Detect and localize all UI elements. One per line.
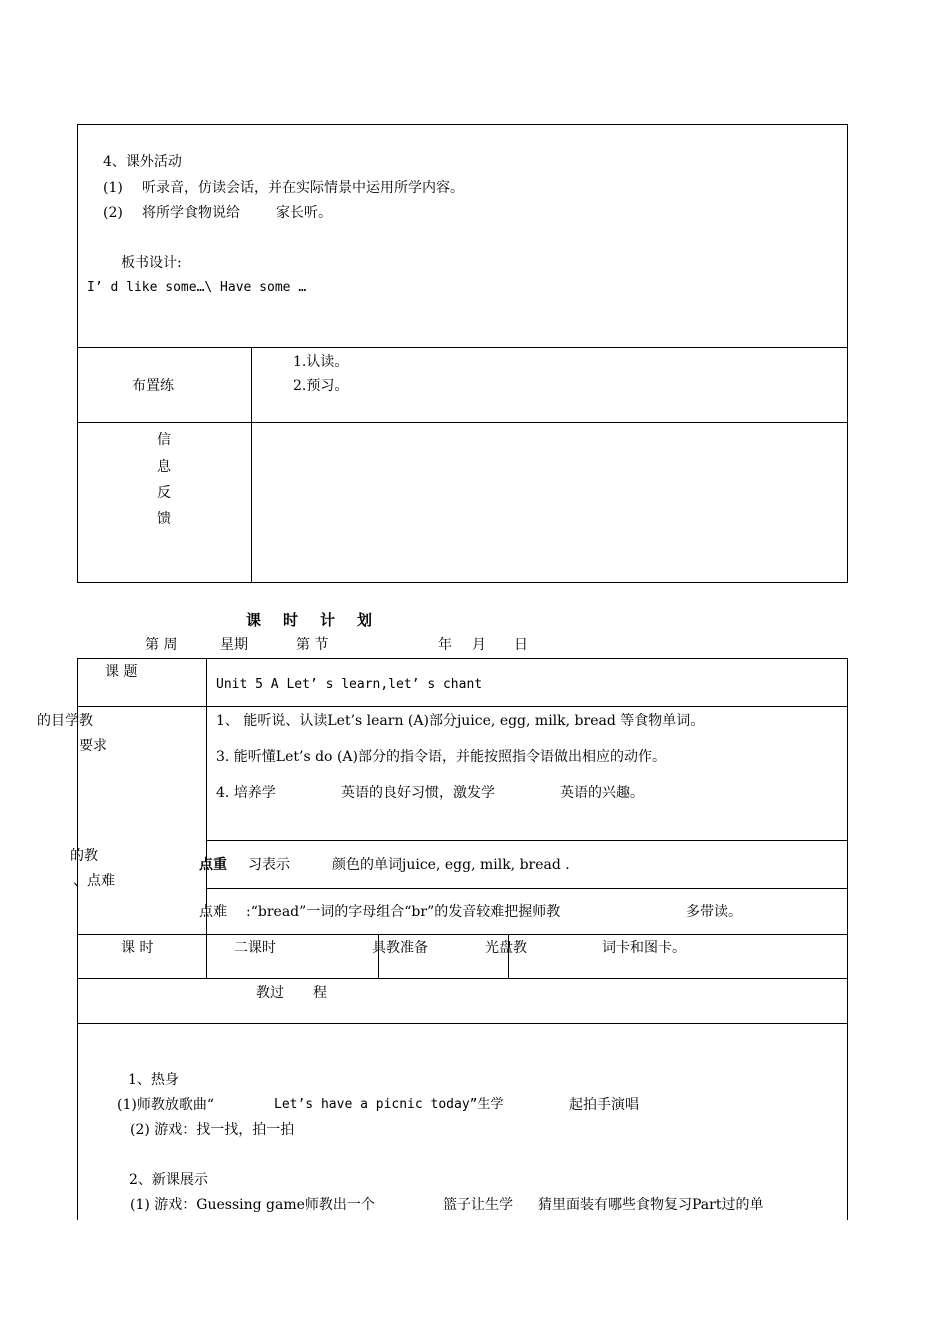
new-lesson-item: 猜里面装有哪些食物复习Part过的单 [538,1197,764,1213]
feedback-label-char: 息 [157,459,171,475]
difficulty-label: 、点难 [73,873,115,889]
goal-item: 1、 能听说、认读Let’s learn (A)部分juice, egg, milk, bread 等食物单词。 [216,713,705,729]
key-point-text: 颜色的单词juice, egg, milk, bread . [332,857,570,873]
divider [77,347,848,348]
activities-heading: 4、课外活动 [103,154,182,170]
activity-item-num: (1) [103,180,123,196]
divider [77,658,848,659]
difficulty-label: 的教 [70,848,98,864]
warmup-item: Let’s have a picnic today”生学 [274,1097,504,1112]
feedback-label-char: 馈 [157,511,171,527]
year-field: 年 [438,637,452,653]
difficult-point-text: 多带读。 [686,904,742,920]
board-heading: 板书设计: [121,255,182,271]
board-text: I’ d like some…\ Have some … [87,280,307,295]
divider [77,978,848,979]
activity-item-text: 将所学食物说给 [142,205,240,221]
goal-label: 要求 [79,738,107,754]
divider [77,422,848,423]
tools-value: 光盘教 [485,940,527,956]
divider [251,347,252,583]
new-lesson-heading: 2、新课展示 [129,1172,208,1188]
homework-item: 1.认读。 [293,354,349,370]
hours-label: 课 时 [121,940,154,956]
week-field: 第 周 [145,637,178,653]
activity-item-text: 家长听。 [276,205,332,221]
difficult-point-text: :“bread”一词的字母组合“br”的发音较难把握师教 [246,904,561,920]
activity-item-text: 听录音，仿读会话，并在实际情景中运用所学内容。 [142,180,464,196]
divider [206,888,848,889]
divider [77,658,78,1220]
divider [77,706,848,707]
feedback-label-char: 信 [157,432,171,448]
new-lesson-item: (1) 游戏：Guessing game师教出一个 [130,1197,375,1213]
divider [206,658,207,978]
activity-item-num: (2) [103,205,123,221]
goal-label: 的目学教 [37,713,93,729]
plan-title: 课时计划 [246,611,395,629]
month-field: 月 [472,637,486,653]
tools-label: 具教准备 [372,940,428,956]
difficult-point-label: 点难 [199,904,227,920]
weekday-field: 星期 [220,637,248,653]
warmup-item: (2) 游戏：找一找，拍一拍 [130,1122,295,1138]
topic-label: 课 题 [105,664,138,680]
process-label: 教过 [256,985,284,1001]
key-point-label: 点重 [199,857,227,873]
day-field: 日 [514,637,528,653]
new-lesson-item: 篮子让生学 [443,1197,513,1213]
homework-label: 布置练 [132,378,174,394]
tools-value: 词卡和图卡。 [602,940,686,956]
homework-item: 2.预习。 [293,378,349,394]
key-point-text: 习表示 [248,857,290,873]
feedback-label-char: 反 [157,485,171,501]
hours-value: 二课时 [234,940,276,956]
period-field: 第 节 [296,637,329,653]
goal-item: 4. 培养学 [216,785,276,801]
warmup-heading: 1、热身 [128,1072,179,1088]
goal-item: 英语的良好习惯，激发学 [341,785,495,801]
divider [77,934,848,935]
goal-item: 3. 能听懂Let’s do (A)部分的指令语，并能按照指令语做出相应的动作。 [216,749,666,765]
divider [847,658,848,1220]
warmup-item: (1)师教放歌曲“ [117,1097,214,1113]
divider [206,840,848,841]
divider [77,1023,848,1024]
warmup-item: 起拍手演唱 [569,1097,639,1113]
process-label: 程 [313,985,327,1001]
topic-value: Unit 5 A Let’ s learn,let’ s chant [216,677,483,692]
goal-item: 英语的兴趣。 [560,785,644,801]
